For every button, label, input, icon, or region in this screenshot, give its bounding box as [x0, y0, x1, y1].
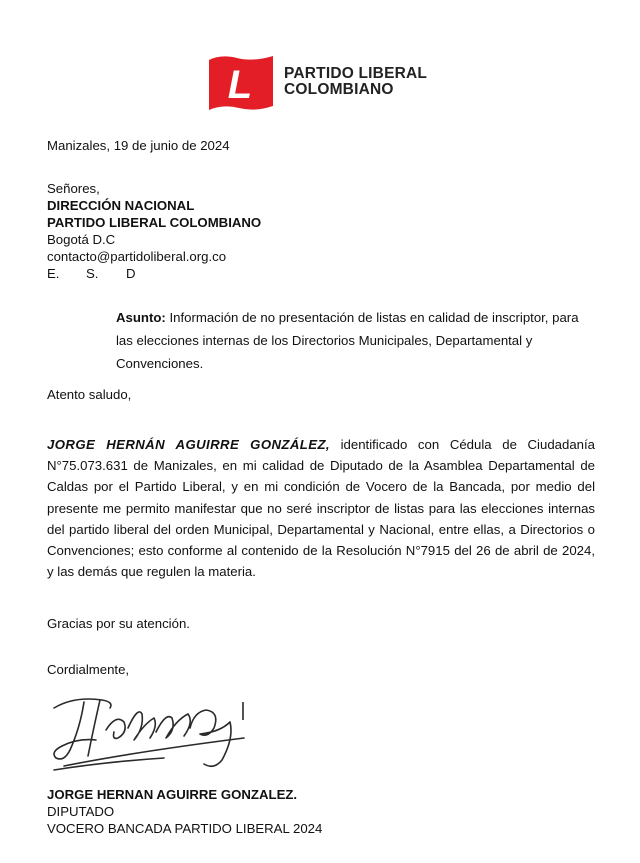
esd-e: E. [47, 266, 60, 281]
org-name-line2: COLOMBIANO [284, 81, 394, 98]
recipient-email: contacto@partidoliberal.org.co [47, 249, 227, 264]
signer-name: JORGE HERNAN AGUIRRE GONZALEZ. [47, 787, 298, 802]
recipient-block [47, 180, 261, 282]
thanks-line: Gracias por su atención. [47, 616, 190, 631]
signer-title: DIPUTADO [47, 804, 115, 819]
body-author-name: JORGE HERNÁN AGUIRRE GONZÁLEZ, [47, 437, 330, 452]
recipient-line2: PARTIDO LIBERAL COLOMBIANO [47, 215, 262, 230]
letter-date: Manizales, 19 de junio de 2024 [47, 138, 230, 153]
recipient-city: Bogotá D.C [47, 232, 116, 247]
subject-text: Información de no presentación de listas en calidad de inscriptor, para las elecciones internas de los Directorios Municipales, Departamental y Convenciones. [116, 310, 579, 371]
signer-role: VOCERO BANCADA PARTIDO LIBERAL 2024 [47, 821, 323, 836]
body-text: identificado con Cédula de Ciudadanía N°75.073.631 de Manizales, en mi calidad de Diputado de la Asamblea Departamental de Caldas por el Partido Liberal, y en mi condición de Vocero de la Bancada, por medio del presente me permito manifestar que no seré inscriptor de listas para las elecciones internas del partido liberal del orden Municipal, Departamental y Nacional, entre ellas, a Directorios o Convenciones; esto conforme al contenido de la Resolución N°7915 del 26 de abril de 2024, y las demás que regulen la materia. [47, 437, 595, 580]
esd-s: S. [86, 266, 99, 281]
body-paragraph [47, 434, 595, 582]
greeting: Atento saludo, [47, 387, 132, 402]
recipient-esd [47, 265, 261, 282]
closing-line: Cordialmente, [47, 662, 130, 677]
subject-block [116, 306, 596, 375]
subject-label: Asunto: [116, 310, 166, 325]
signature-mark [242, 702, 244, 720]
esd-d: D [126, 266, 136, 281]
recipient-salutation: Señores, [47, 181, 100, 196]
recipient-line1: DIRECCIÓN NACIONAL [47, 198, 195, 213]
letterhead-org-name [284, 66, 427, 98]
signer-block [47, 786, 322, 837]
party-logo-icon [207, 54, 275, 112]
org-name-line1: PARTIDO LIBERAL [284, 65, 428, 82]
handwritten-signature [44, 678, 254, 773]
logo-letter: L [227, 63, 253, 107]
